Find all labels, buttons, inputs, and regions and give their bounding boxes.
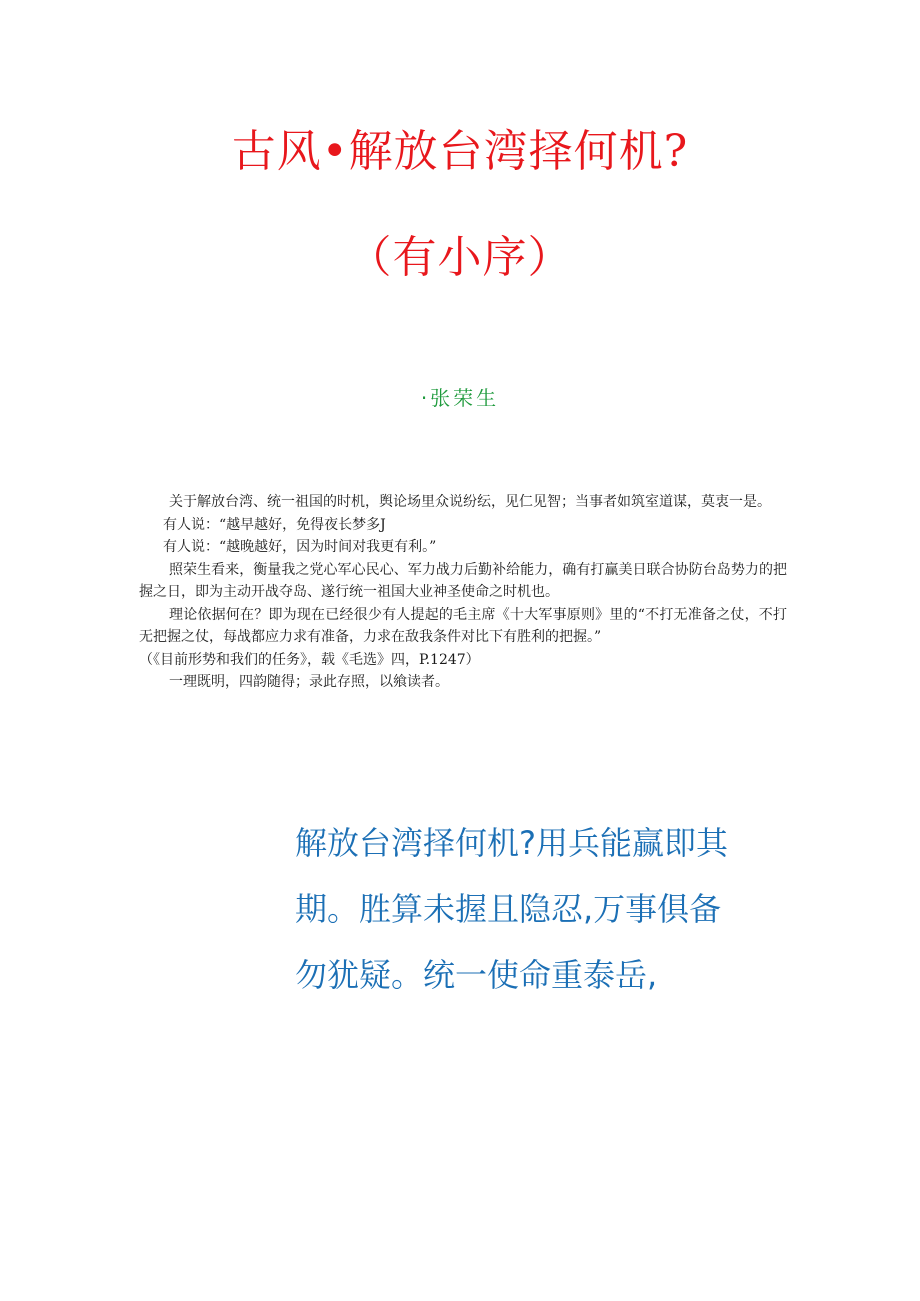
author-name: ·张荣生 <box>420 386 500 410</box>
document-title: 古风•解放台湾择何机? <box>231 126 689 177</box>
poem <box>295 810 795 1008</box>
preface-paragraph: 理论依据何在？即为现在已经很少有人提起的毛主席《十大军事原则》里的“不打无准备之仗，不打无把握之仗，每战都应力求有准备，力求在敌我条件对比下有胜利的把握。” <box>139 606 787 645</box>
preface-citation: （《目前形势和我们的任务》，载《毛选》四，P.1247） <box>139 651 480 668</box>
poem-line: 期。胜算未握且隐忍,万事俱备 <box>295 890 722 928</box>
preface <box>139 491 787 694</box>
preface-paragraph: 一理既明，四韵随得；录此存照，以飨读者。 <box>169 674 449 690</box>
preface-paragraph: 照荣生看来，衡量我之党心军心民心、军力战力后勤补给能力，确有打赢美日联合协防台岛势力的把握之日，即为主动开战夺岛、遂行统一祖国大业神圣使命之时机也。 <box>139 561 787 600</box>
preface-paragraph: 有人说：“越晚越好，因为时间对我更有利。” <box>163 539 437 555</box>
preface-paragraph: 关于解放台湾、统一祖国的时机，舆论场里众说纷纭，见仁见智；当事者如筑室道谋，莫衷一是。 <box>169 494 771 510</box>
poem-line: 解放台湾择何机?用兵能赢即其 <box>295 824 728 862</box>
document-subtitle: （有小序） <box>347 232 573 283</box>
poem-line: 勿犹疑。统一使命重泰岳, <box>295 956 658 994</box>
preface-paragraph: 有人说：“越早越好，免得夜长梦多J <box>163 516 386 533</box>
